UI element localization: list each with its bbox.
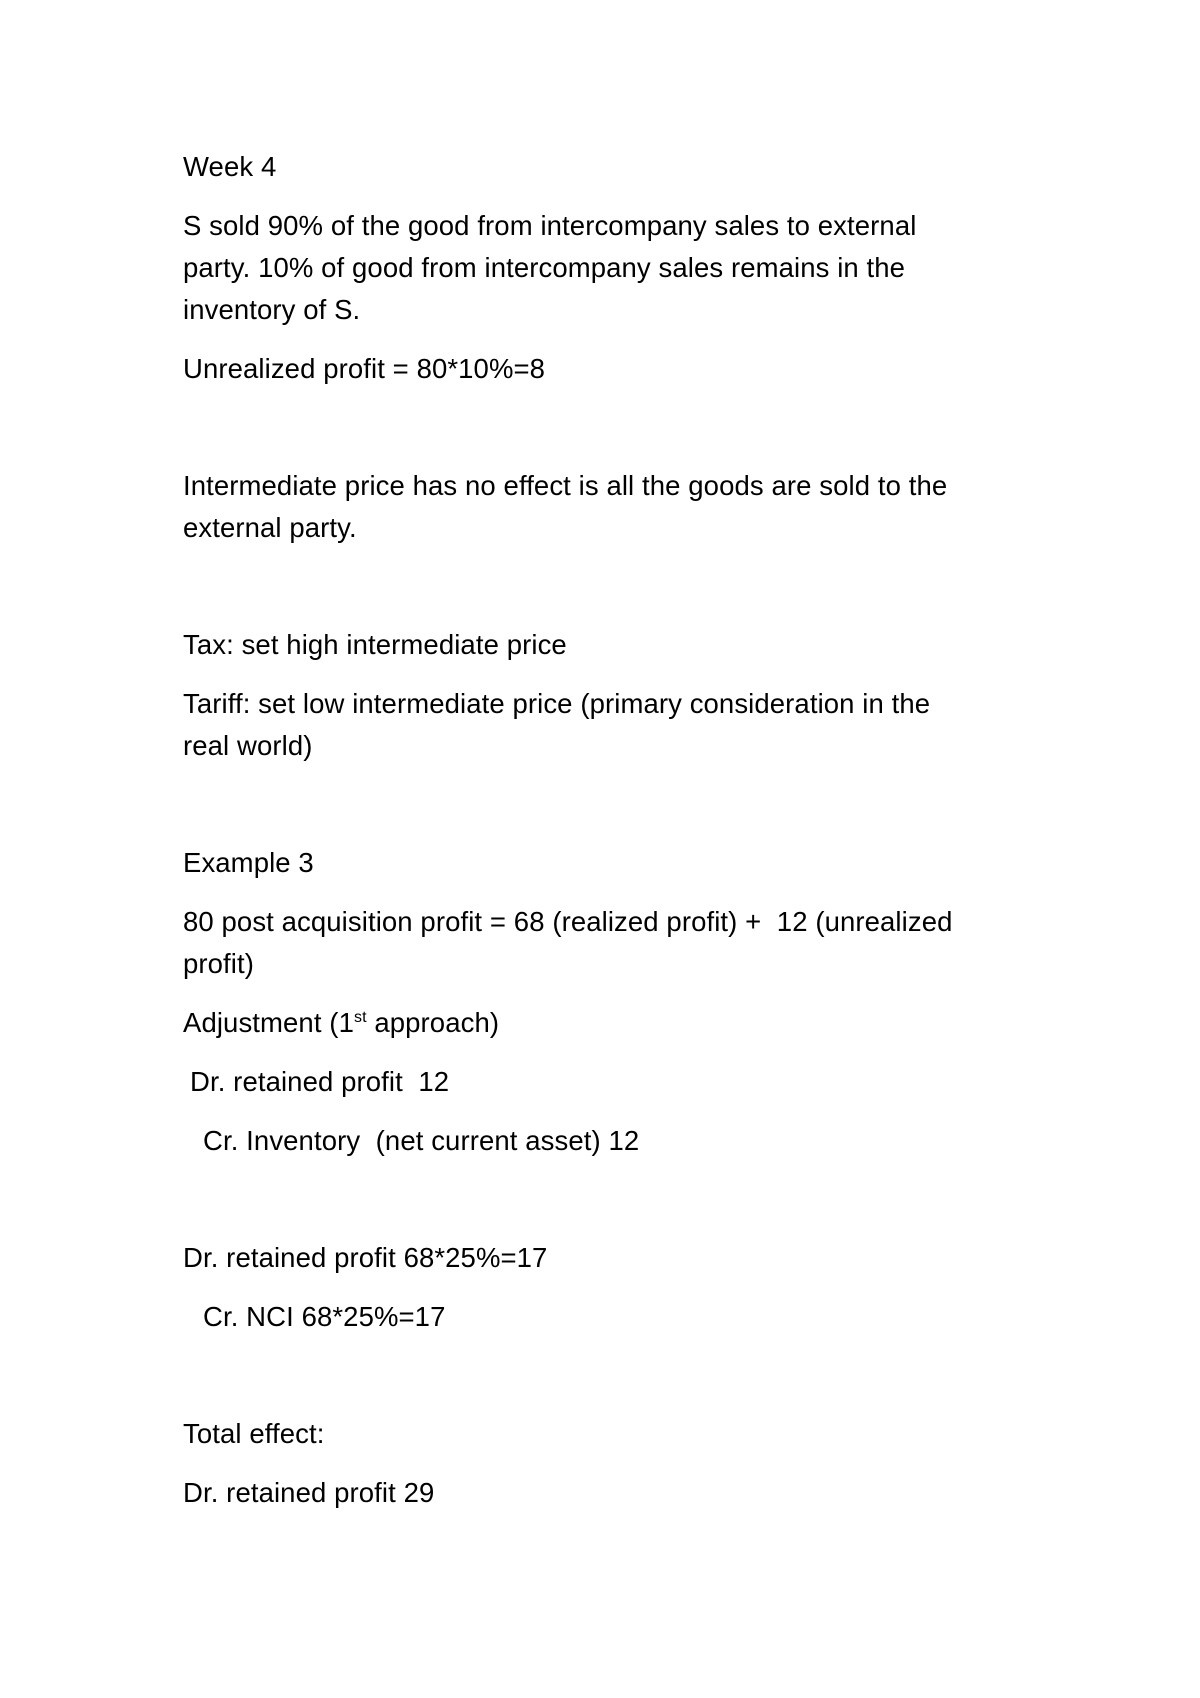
journal-credit-line: Cr. Inventory (net current asset) 12 (203, 1125, 640, 1156)
paragraph-line: profit) (183, 948, 254, 979)
journal-credit-line: Cr. NCI 68*25%=17 (203, 1301, 446, 1332)
unrealized-profit-line: Unrealized profit = 80*10%=8 (183, 353, 546, 384)
tax-line: Tax: set high intermediate price (183, 629, 567, 660)
total-effect-heading: Total effect: (183, 1418, 325, 1449)
paragraph-line: Intermediate price has no effect is all the goods are sold to the (183, 470, 948, 501)
paragraph-line: S sold 90% of the good from intercompany sales to external (183, 210, 917, 241)
paragraph-line: party. 10% of good from intercompany sales remains in the (183, 252, 906, 283)
paragraph-line: 80 post acquisition profit = 68 (realized profit) + 12 (unrealized (183, 906, 953, 937)
example-heading: Example 3 (183, 847, 314, 878)
adjustment-suffix: approach) (366, 1007, 500, 1038)
paragraph-line: inventory of S. (183, 294, 361, 325)
adjustment-heading (183, 1002, 499, 1044)
week-heading: Week 4 (183, 151, 277, 182)
journal-debit-line: Dr. retained profit 12 (190, 1066, 450, 1097)
adjustment-superscript: st (353, 1008, 367, 1026)
paragraph-line: external party. (183, 512, 357, 543)
paragraph-line: Tariff: set low intermediate price (primary consideration in the (183, 688, 931, 719)
adjustment-prefix: Adjustment (1 (183, 1007, 354, 1038)
journal-debit-line: Dr. retained profit 29 (183, 1477, 435, 1508)
paragraph-line: real world) (183, 730, 313, 761)
journal-debit-line: Dr. retained profit 68*25%=17 (183, 1242, 548, 1273)
